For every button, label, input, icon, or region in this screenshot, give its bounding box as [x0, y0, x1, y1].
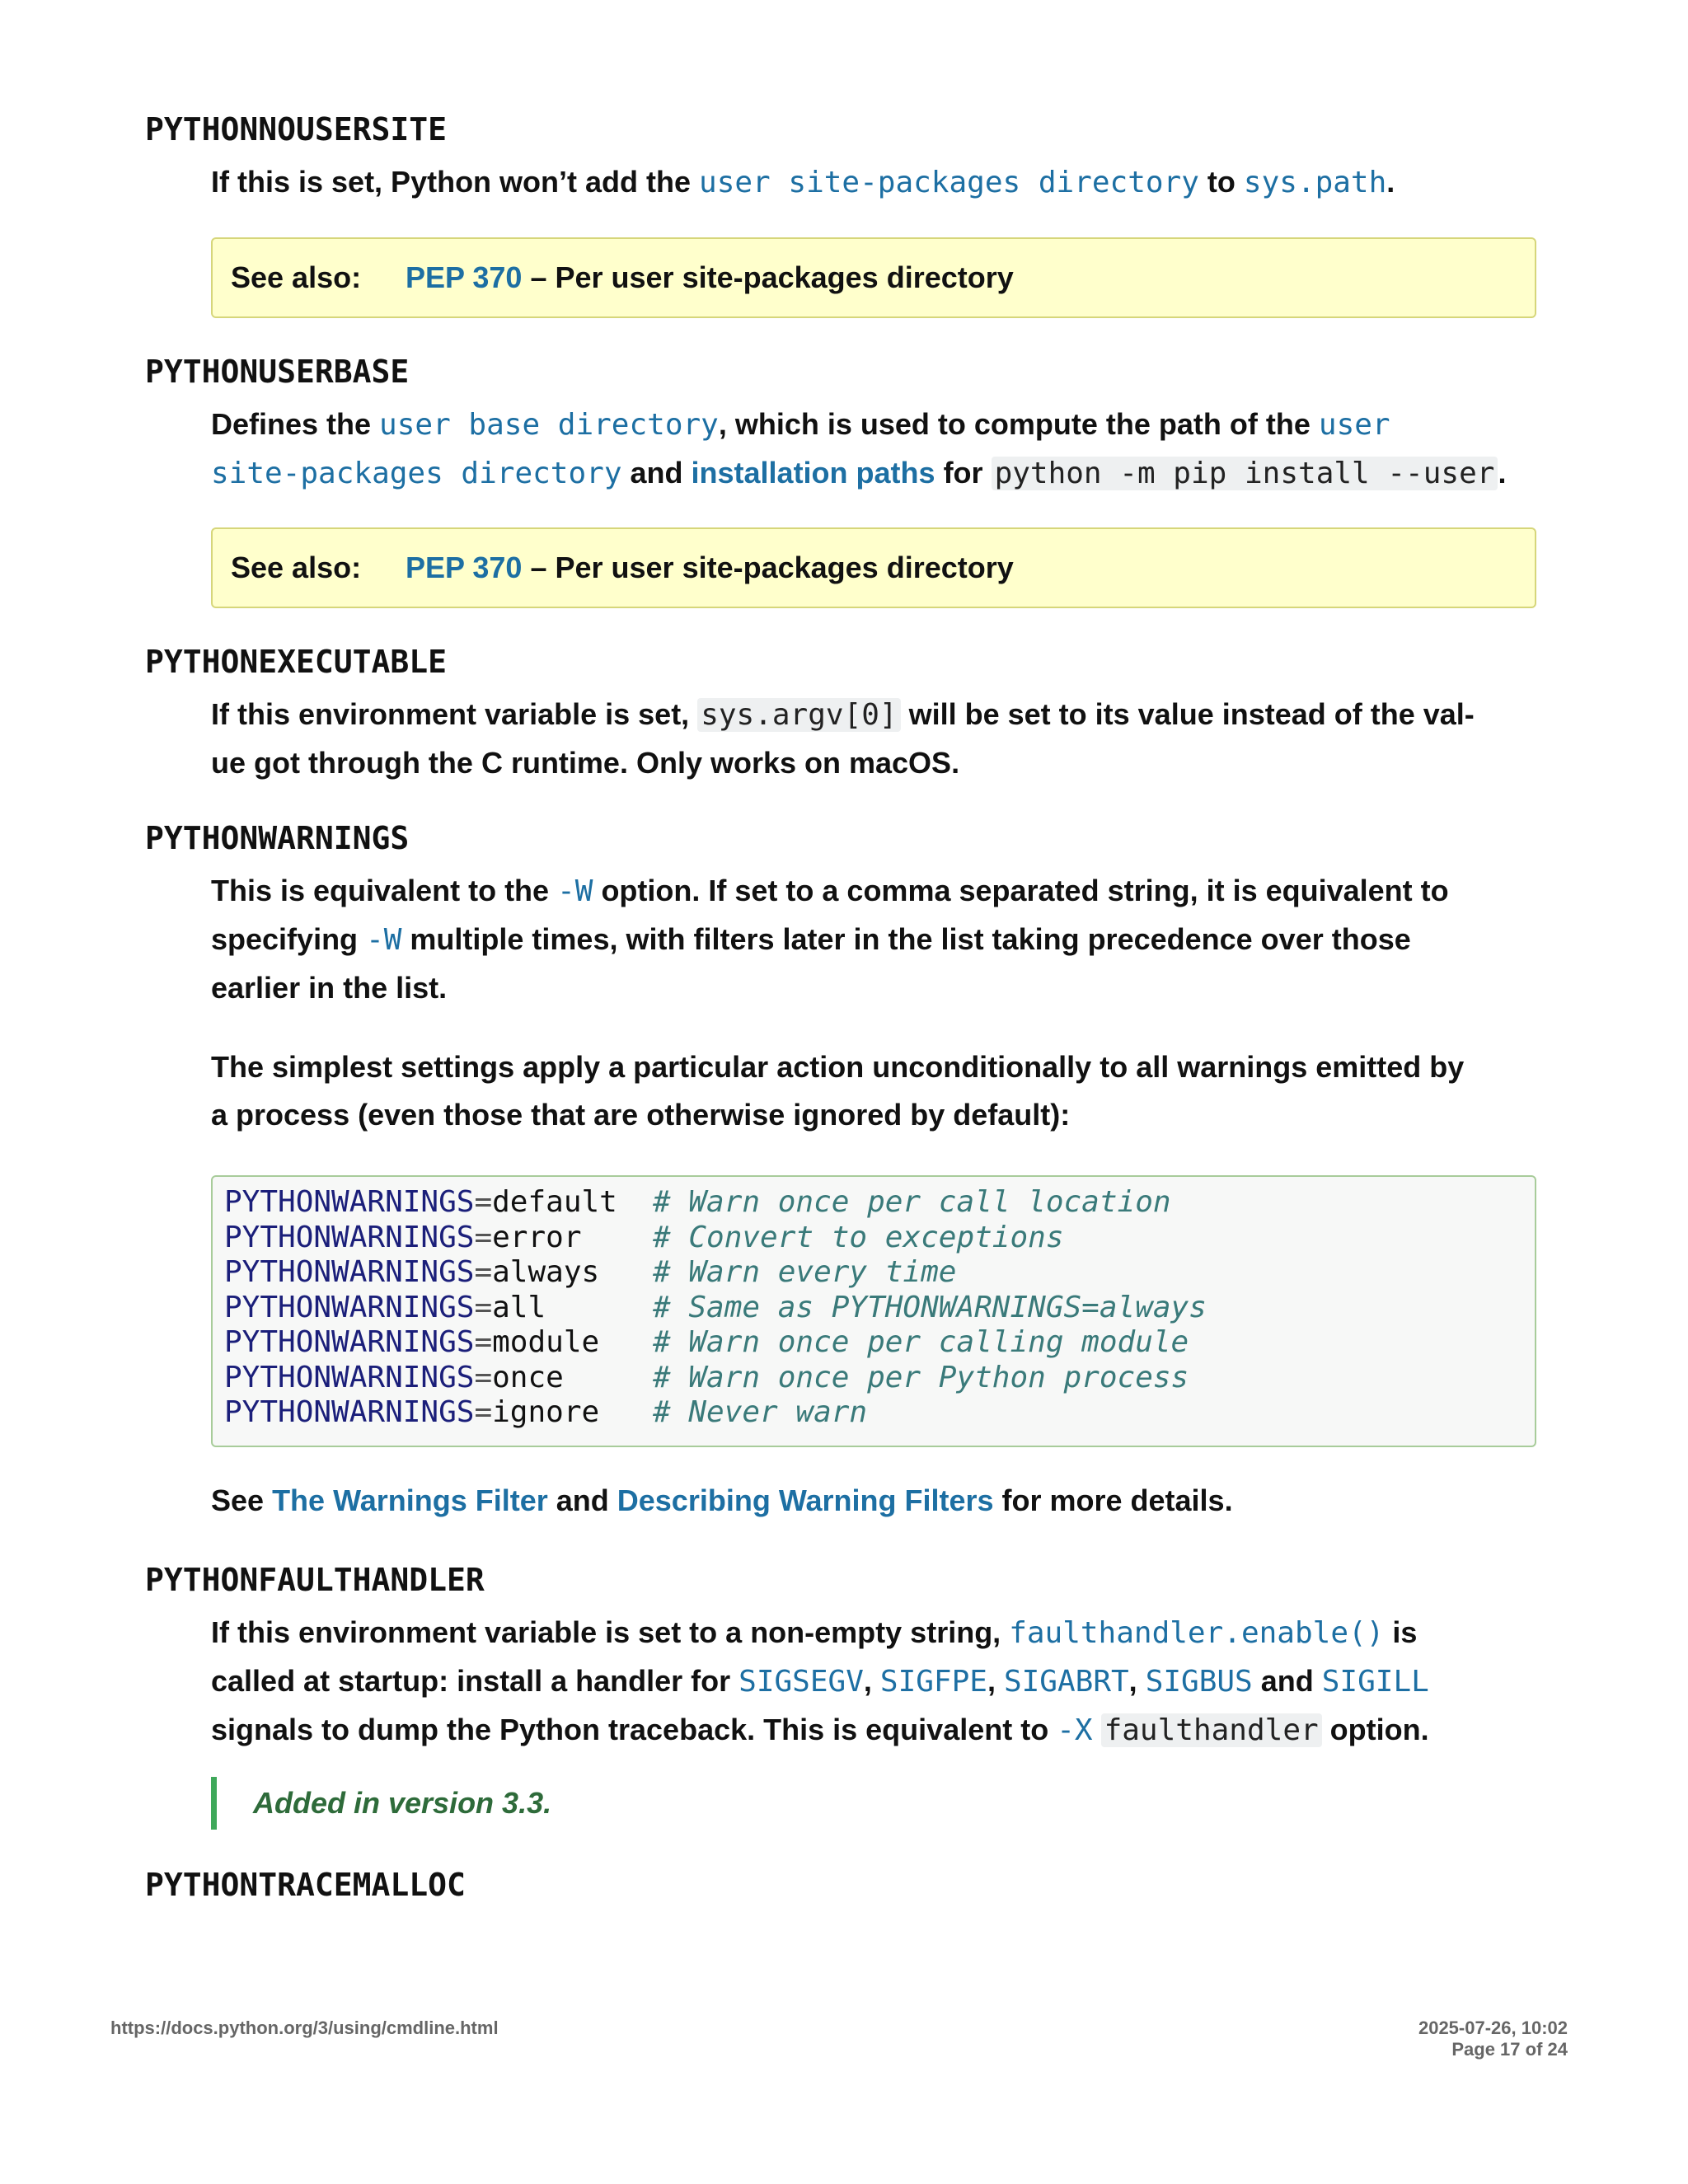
- code-line: [224, 1185, 1535, 1221]
- pythonwarnings-simplest-settings: [211, 1043, 1530, 1139]
- sigsegv-link[interactable]: SIGSEGV: [738, 1665, 864, 1699]
- user-site-packages-directory-link[interactable]: user site-packages directory: [699, 166, 1199, 199]
- code-value: ignore: [492, 1395, 600, 1429]
- code-name: PYTHONWARNINGS: [224, 1255, 475, 1289]
- code-name: PYTHONWARNINGS: [224, 1395, 475, 1429]
- footer-page-number: Page 17 of 24: [1451, 2039, 1568, 2060]
- code-comment: # Warn once per calling module: [653, 1325, 1189, 1359]
- text: ,: [863, 1664, 880, 1698]
- code-value: default: [492, 1185, 617, 1219]
- w-option-link[interactable]: -W: [557, 874, 593, 908]
- see-also-label: See also:: [231, 551, 362, 584]
- describing-warning-filters-link[interactable]: Describing Warning Filters: [617, 1483, 994, 1517]
- text: a process (even those that are otherwise ignored by default):: [211, 1098, 1071, 1132]
- faulthandler-enable-link[interactable]: faulthandler.enable(): [1009, 1616, 1385, 1650]
- user-site-packages-link-part2[interactable]: site-packages directory: [211, 457, 622, 490]
- text: for: [935, 456, 992, 490]
- see-also-text: – Per user site-packages directory: [522, 551, 1014, 584]
- text: will be set to its value instead of the val-: [900, 697, 1475, 731]
- text: The simplest settings apply a particular action unconditionally to all warnings emitted by: [211, 1050, 1465, 1084]
- code-line: [224, 1255, 1535, 1291]
- footer-url: https://docs.python.org/3/using/cmdline.html: [110, 2018, 499, 2038]
- pythonuserbase-description: [211, 401, 1530, 498]
- text: for more details.: [993, 1483, 1233, 1517]
- sys-path-link[interactable]: sys.path: [1243, 166, 1387, 199]
- code-op: =: [474, 1220, 493, 1254]
- warnings-code-block: [211, 1175, 1536, 1447]
- text: .: [1386, 165, 1395, 199]
- text: called at startup: install a handler for: [211, 1664, 739, 1698]
- pythonfaulthandler-description: [211, 1609, 1530, 1755]
- code-op: =: [474, 1185, 493, 1219]
- sigbus-link[interactable]: SIGBUS: [1145, 1665, 1253, 1699]
- w-option-link[interactable]: -W: [366, 923, 402, 957]
- warnings-filter-link[interactable]: The Warnings Filter: [272, 1483, 548, 1517]
- code-name: PYTHONWARNINGS: [224, 1185, 475, 1219]
- pip-install-literal: python -m pip install --user: [992, 457, 1498, 490]
- text: and: [1252, 1664, 1322, 1698]
- envvar-pythontracemalloc-title: PYTHONTRACEMALLOC: [145, 1867, 466, 1903]
- code-line: [224, 1361, 1535, 1396]
- code-comment: # Warn once per call location: [653, 1185, 1171, 1219]
- code-value: always: [492, 1255, 600, 1289]
- footer-datetime: 2025-07-26, 10:02: [1418, 2018, 1568, 2038]
- text: If this is set, Python won’t add the: [211, 165, 700, 199]
- text: ue got through the C runtime. Only works on macOS.: [211, 746, 960, 780]
- pythonnousersite-description: [211, 158, 1530, 207]
- user-site-packages-link-part1[interactable]: user: [1318, 408, 1390, 442]
- code-line: [224, 1291, 1535, 1326]
- code-comment: # Warn once per Python process: [653, 1360, 1189, 1394]
- sigfpe-link[interactable]: SIGFPE: [879, 1665, 987, 1699]
- sigabrt-link[interactable]: SIGABRT: [1003, 1665, 1129, 1699]
- code-value: module: [492, 1325, 600, 1359]
- envvar-pythonwarnings-title: PYTHONWARNINGS: [145, 820, 410, 856]
- code-line: [224, 1395, 1535, 1431]
- pythonexecutable-description: [211, 691, 1530, 787]
- see-also-text: – Per user site-packages directory: [522, 260, 1014, 294]
- text: option. If set to a comma separated string, it is equivalent to: [593, 874, 1449, 907]
- code-comment: # Warn every time: [653, 1255, 957, 1289]
- text: multiple times, with filters later in the list taking precedence over those: [401, 922, 1411, 956]
- code-op: =: [474, 1325, 493, 1359]
- text: option.: [1321, 1713, 1429, 1746]
- code-op: =: [474, 1255, 493, 1289]
- envvar-pythonuserbase-title: PYTHONUSERBASE: [145, 354, 410, 390]
- envvar-pythonfaulthandler-title: PYTHONFAULTHANDLER: [145, 1562, 485, 1598]
- text: specifying: [211, 922, 367, 956]
- code-line: [224, 1325, 1535, 1361]
- code-line: [224, 1221, 1535, 1256]
- see-also-body: [406, 239, 1014, 316]
- see-also-body: [406, 529, 1014, 607]
- text: If this environment variable is set,: [211, 697, 698, 731]
- text: is: [1384, 1615, 1418, 1649]
- text: earlier in the list.: [211, 971, 448, 1005]
- code-comment: # Never warn: [653, 1395, 868, 1429]
- version-added-note: Added in version 3.3.: [211, 1777, 551, 1830]
- text: and: [547, 1483, 617, 1517]
- pep-370-link[interactable]: PEP 370: [406, 551, 523, 584]
- code-op: =: [474, 1395, 493, 1429]
- text: If this environment variable is set to a non-empty string,: [211, 1615, 1010, 1649]
- code-name: PYTHONWARNINGS: [224, 1360, 475, 1394]
- x-option-link[interactable]: -X: [1057, 1713, 1093, 1747]
- code-op: =: [474, 1290, 493, 1324]
- code-name: PYTHONWARNINGS: [224, 1290, 475, 1324]
- see-also-label: See also:: [231, 260, 362, 294]
- faulthandler-literal: faulthandler: [1101, 1713, 1322, 1747]
- sigill-link[interactable]: SIGILL: [1321, 1665, 1429, 1699]
- warnings-see-more: [211, 1477, 1530, 1525]
- pythonwarnings-description: [211, 867, 1530, 1012]
- code-op: =: [474, 1360, 493, 1394]
- text: See: [211, 1483, 273, 1517]
- text: and: [621, 456, 692, 490]
- installation-paths-link[interactable]: installation paths: [691, 456, 935, 490]
- code-name: PYTHONWARNINGS: [224, 1325, 475, 1359]
- code-comment: # Convert to exceptions: [653, 1220, 1064, 1254]
- pep-370-link[interactable]: PEP 370: [406, 260, 523, 294]
- see-also-box: [211, 527, 1536, 608]
- envvar-pythonexecutable-title: PYTHONEXECUTABLE: [145, 644, 448, 680]
- code-comment: # Same as PYTHONWARNINGS=always: [653, 1290, 1207, 1324]
- text: .: [1498, 456, 1507, 490]
- text: signals to dump the Python traceback. This is equivalent to: [211, 1713, 1057, 1746]
- text: , which is used to compute the path of the: [718, 407, 1319, 441]
- user-base-directory-link[interactable]: user base directory: [379, 408, 719, 442]
- text: This is equivalent to the: [211, 874, 558, 907]
- code-value: error: [492, 1220, 582, 1254]
- code-name: PYTHONWARNINGS: [224, 1220, 475, 1254]
- text: Defines the: [211, 407, 380, 441]
- text: to: [1198, 165, 1244, 199]
- text: ,: [987, 1664, 1004, 1698]
- text: ,: [1128, 1664, 1146, 1698]
- code-value: once: [492, 1360, 564, 1394]
- see-also-box: [211, 237, 1536, 318]
- code-value: all: [492, 1290, 546, 1324]
- sys-argv-literal: sys.argv[0]: [697, 698, 900, 732]
- envvar-pythonnousersite-title: PYTHONNOUSERSITE: [145, 111, 448, 148]
